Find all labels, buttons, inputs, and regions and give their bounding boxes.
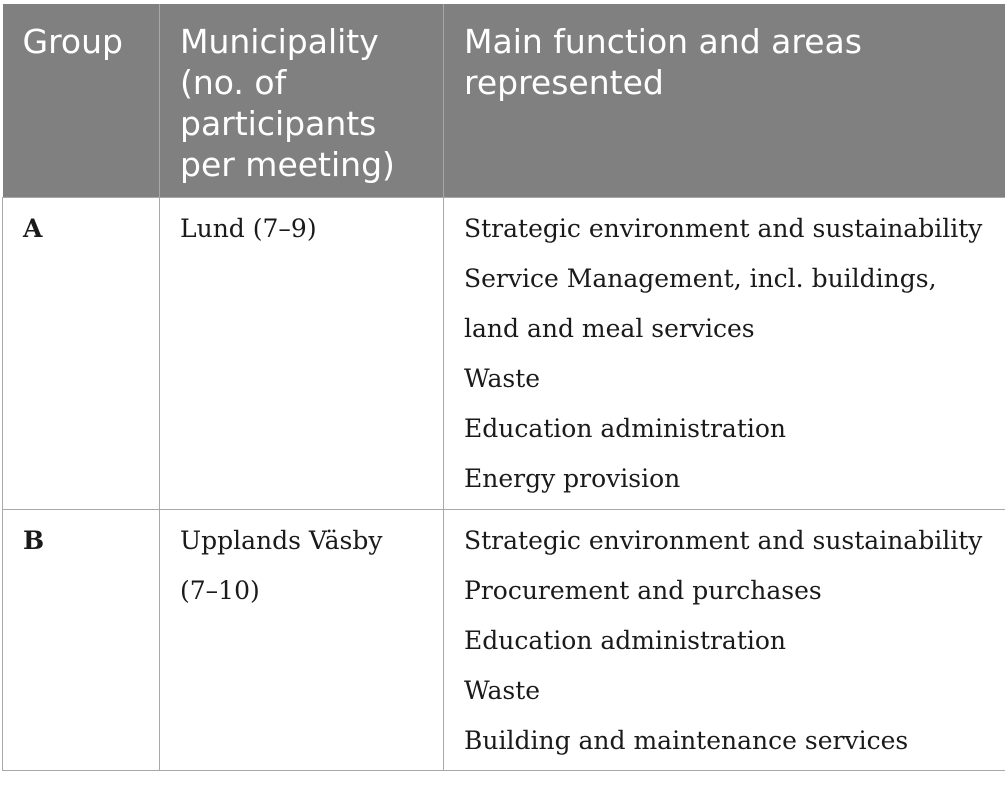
- area-item: Energy provision: [464, 464, 681, 493]
- municipality-cell: Upplands Väsby (7–10): [160, 510, 444, 771]
- area-item: Strategic environment and sustainability: [464, 526, 983, 555]
- area-item: Education administration: [464, 626, 787, 655]
- table-body: [3, 198, 1005, 771]
- area-item: Procurement and purchases: [464, 576, 822, 605]
- group-cell: B: [3, 510, 160, 771]
- area-item: Service Management, incl. buildings, land and meal services: [464, 264, 937, 343]
- table-row: [3, 510, 1005, 771]
- area-item: Education administration: [464, 414, 787, 443]
- table-row: [3, 198, 1005, 510]
- area-item: Building and maintenance services: [464, 726, 909, 755]
- area-item: Strategic environment and sustainability: [464, 214, 983, 243]
- participants-table: [2, 4, 1005, 771]
- group-cell: A: [3, 198, 160, 510]
- header-municipality: Municipality (no. of participants per meeting): [160, 4, 444, 198]
- areas-cell: [444, 510, 1005, 771]
- header-group: Group: [3, 4, 160, 198]
- area-item: Waste: [464, 364, 541, 393]
- areas-cell: [444, 198, 1005, 510]
- header-main-function: Main function and areas represented: [444, 4, 1005, 198]
- area-item: Waste: [464, 676, 541, 705]
- table-header: [3, 4, 1005, 198]
- municipality-cell: Lund (7–9): [160, 198, 444, 510]
- header-row: [3, 4, 1005, 198]
